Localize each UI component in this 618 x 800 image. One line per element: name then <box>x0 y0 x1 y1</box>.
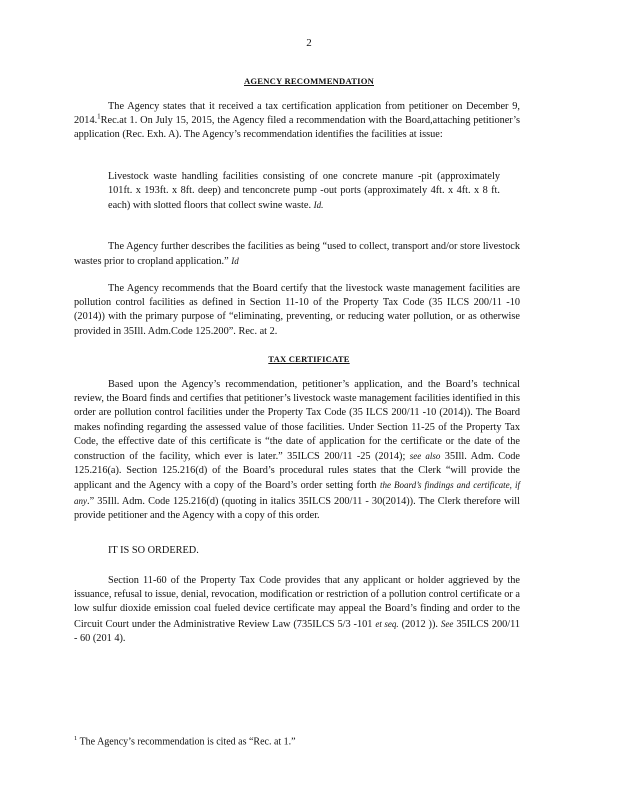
quote-citation: Id. <box>313 200 324 211</box>
page-number: 2 <box>306 37 312 49</box>
footnote-reference: 1 <box>97 112 101 121</box>
para1-text-a: The Agency states that it received a tax certification application from petitioner on December 9, 2014. <box>74 101 520 127</box>
paragraph-agency-states <box>74 100 520 143</box>
footnote-text: The Agency’s recommendation is cited as “Rec. at 1.” <box>79 736 296 748</box>
paragraph-appeal-rights <box>74 574 520 646</box>
paragraph-agency-describes <box>74 240 520 269</box>
italic-quote: the Board’s findings and certificate, if any <box>74 480 520 506</box>
para5-text-a: Section 11-60 of the Property Tax Code provides that any applicant or holder aggrieved by the issuance, refusal to issue, denial, revocation, modification or restriction of a pollution control certificate or a low sulfur dioxide emission coal fueled device certificate may appeal the Board’s finding and order to the Circuit Court under the Administrative Review Law (735ILCS 5/3 -101 <box>74 575 520 630</box>
para5-text-b: (2012 )). <box>401 618 438 630</box>
quote-text: Livestock waste handling facilities consisting of one concrete manure -pit (approximately 101ft. x 193ft. x 8ft. deep) and tenconcrete pump -out ports (approximately 4ft. x 4ft. x 8 ft. each) with slotted floors that collect swine waste. <box>108 171 500 212</box>
section-heading-agency-recommendation <box>0 74 618 88</box>
paragraph-agency-recommends <box>74 282 520 339</box>
para1-text-b: Rec.at 1. On July 15, 2015, the Agency filed a recommendation with the Board,attaching petitioner’s application (Rec. Exh. A). The Agency’s recommendation identifies the facilities at issue: <box>74 115 520 141</box>
see-also-signal: see also <box>409 451 441 462</box>
para5-text-c: 35ILCS 200/11 - 60 (201 4). <box>74 618 521 644</box>
paragraph-board-findings <box>74 378 520 523</box>
para4-text-a: Based upon the Agency’s recommendation, petitioner’s application, and the Board’s technical review, the Board finds and certifies that petitioner’s livestock waste management facilities identified in this order are pollution control facilities under the Property Tax Code (35 ILCS 200/11 -10 (2014)). The Board makes nofinding regarding the assessed value of those facilities. Under Section 11-25 of the Property Tax Code, the effective date of this certificate is “the date of application for the certificate or the date of the construction of the facility, which ever is later.” 35ILCS 200/11 -25 (2014); <box>74 379 520 463</box>
footnote <box>74 732 520 750</box>
see-signal: See <box>440 618 454 629</box>
facility-quote <box>108 170 500 214</box>
heading-text: AGENCY RECOMMENDATION <box>243 76 374 86</box>
para4-text-c: .” 35Ill. Adm. Code 125.216(d) (quoting in italics 35ILCS 200/11 - 30(2014)). The Clerk therefore will provide petitioner and the Agency with a copy of this order. <box>74 495 520 521</box>
heading-text: TAX CERTIFICATE <box>268 354 350 364</box>
section-heading-tax-certificate <box>0 352 618 366</box>
et-seq-signal: et seq. <box>375 618 399 629</box>
ordered-text: IT IS SO ORDERED. <box>108 545 199 556</box>
para2-citation: Id <box>231 256 239 267</box>
para4-text-b: 35Ill. Adm. Code 125.216(a). Section 125.216(d) of the Board’s procedural rules states that the Clerk “will provide the applicant and the Agency with a copy of the Board’s order setting forth <box>74 451 521 492</box>
para3-text: The Agency recommends that the Board certify that the livestock waste management facilities are pollution control facilities as defined in Section 11-10 of the Property Tax Code (35 ILCS 200/11 -10 (2014)) with the primary purpose of “eliminating, preventing, or reducing water pollution, or as otherwise provided in 35Ill. Adm.Code 125.200”. Rec. at 2. <box>74 283 520 337</box>
para2-text: The Agency further describes the facilities as being “used to collect, transport and/or store livestock wastes prior to cropland application.” <box>74 241 520 268</box>
ordered-statement <box>74 544 520 558</box>
footnote-mark: 1 <box>74 735 78 742</box>
